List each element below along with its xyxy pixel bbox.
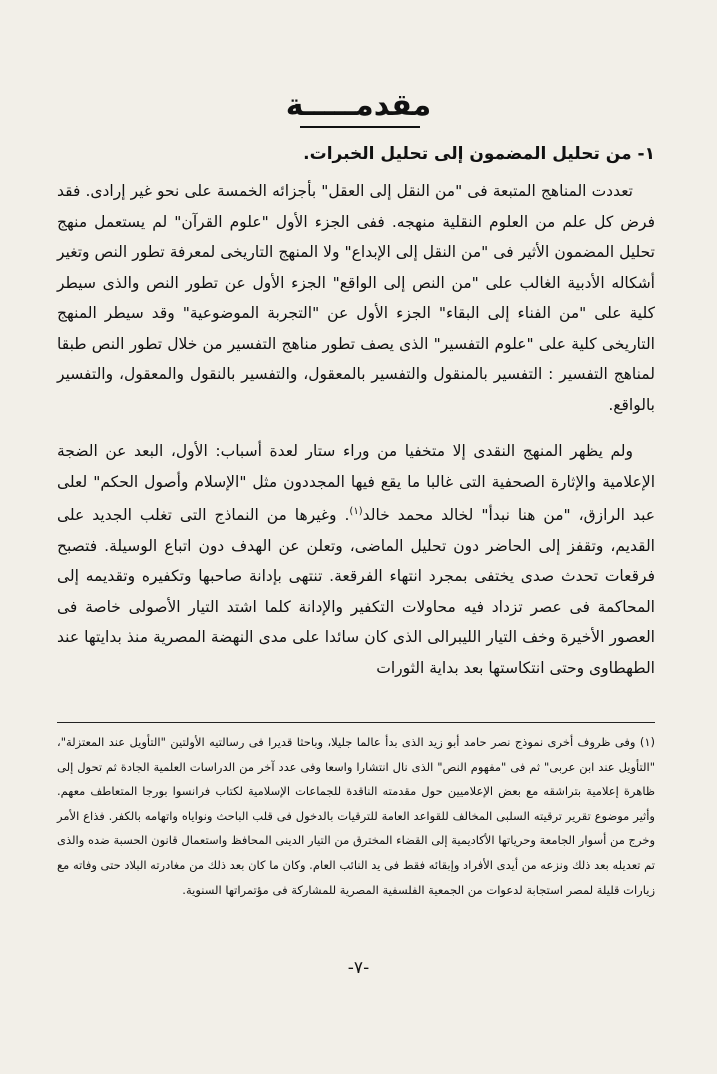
paragraph-1: تعددت المناهج المتبعة فى "من النقل إلى العقل" بأجزائه الخمسة على نحو غير إرادى. فقد فرض كل علم من العلوم النقلية منهجه. ففى الجزء الأول "علوم القرآن" لم يستعمل منهج تحليل المضمون الأثير فى "من النقل إلى الإبداع" ولا المنهج التاريخى لمعرفة تطور النص وتغير أشكاله الأدبية الغالب على "من النص إلى الواقع" الجزء الأول عن تطور النص والذى سيطر كلية على "من الفناء إلى البقاء" الجزء الأول عن "التجربة الموضوعية" وقد سيطر المنهج التاريخى كلية على "علوم التفسير" الذى يصف تطور مناهج التفسير من خلال تطور النص طبقا لمناهج التفسير : التفسير بالمنقول والتفسير بالمعقول، والتفسير بالنقول والمعقول، والتفسير بالواقع. <box>57 182 655 414</box>
title-underline <box>300 126 420 128</box>
section-heading: ١- من تحليل المضمون إلى تحليل الخبرات. <box>303 144 655 164</box>
footnote: (١) وفى ظروف أخرى نموذج نصر حامد أبو زيد الذى بدأ عالما جليلا، وباحثا قديرا فى رسالتيه الأولتين "التأويل عند المعتزلة"، "التأويل عند ابن عربى" ثم فى "مفهوم النص" الذى نال انتشارا واسعا وفى عدد آخر من الدراسات العلمية الجادة ثم تحول إلى ظاهرة إعلامية بتراشقه مع بعض الإعلاميين حول مقدمته الناقدة للجماعات الإسلامية لكتاب فرانسوا بورجا المتعاطف معهم. وأثير موضوع تقرير ترقيته السلبى المخالف للقواعد العامة للترقيات بالدخول فى قلب الباحث ونواياه واتهامه بالكفر. فذاع الأمر وخرج من أسوار الجامعة وحرياتها الأكاديمية إلى القضاء المخترق من التيار الدينى المحافظ واستعمال قانون الحسبة ضده والذى تم تعديله بعد ذلك ونزعه من أيدى الأفراد وإبقائه فقط فى يد النائب العام. وكان ما كان بعد ذلك من مغادرته البلاد حتى وفاته مع زيارات قليلة لمصر استجابة لدعوات من الجمعية الفلسفية المصرية للمشاركة فى مؤتمراتها السنوية. <box>57 735 655 897</box>
body-text <box>57 176 655 683</box>
paragraph-2 <box>57 436 655 683</box>
paragraph-2-start: ولم يظهر المنهج النقدى إلا متخفيا من وراء ستار لعدة أسباب: الأول، البعد عن الضجة الإعلامية والإثارة الصحفية التى غالبا ما يقع فيها المجددون مثل "الإسلام وأصول الحكم" لعلى عبد الرازق، "من هنا نبدأ" لخالد محمد خالد <box>57 442 655 525</box>
page-title: مقدمـــــة <box>285 88 432 123</box>
footnote-divider <box>57 722 655 723</box>
page-number: -٧- <box>347 958 370 978</box>
footnote-marker: (١) <box>349 506 363 517</box>
paragraph-2-continued: . وغيرها من النماذج التى تغلب الجديد على القديم، وتقفز إلى الحاضر دون تحليل الماضى، وتعلن عن الهدف دون اتباع الوسيلة. فتصبح فرقعات تحدث صدى يختفى بمجرد انتهاء الفرقعة. تنتهى بإدانة صاحبها وتكفيره وتقديمه إلى المحاكمة فى عصر تزداد فيه محاولات التكفير والإدانة كلما اشتد التيار الأصولى خاصة فى العصور الأخيرة وخف التيار الليبرالى الذى كان سائدا على مدى النهضة المصرية منذ بدايتها عند الطهطاوى وحتى انتكاستها بعد بداية الثورات <box>57 506 655 677</box>
